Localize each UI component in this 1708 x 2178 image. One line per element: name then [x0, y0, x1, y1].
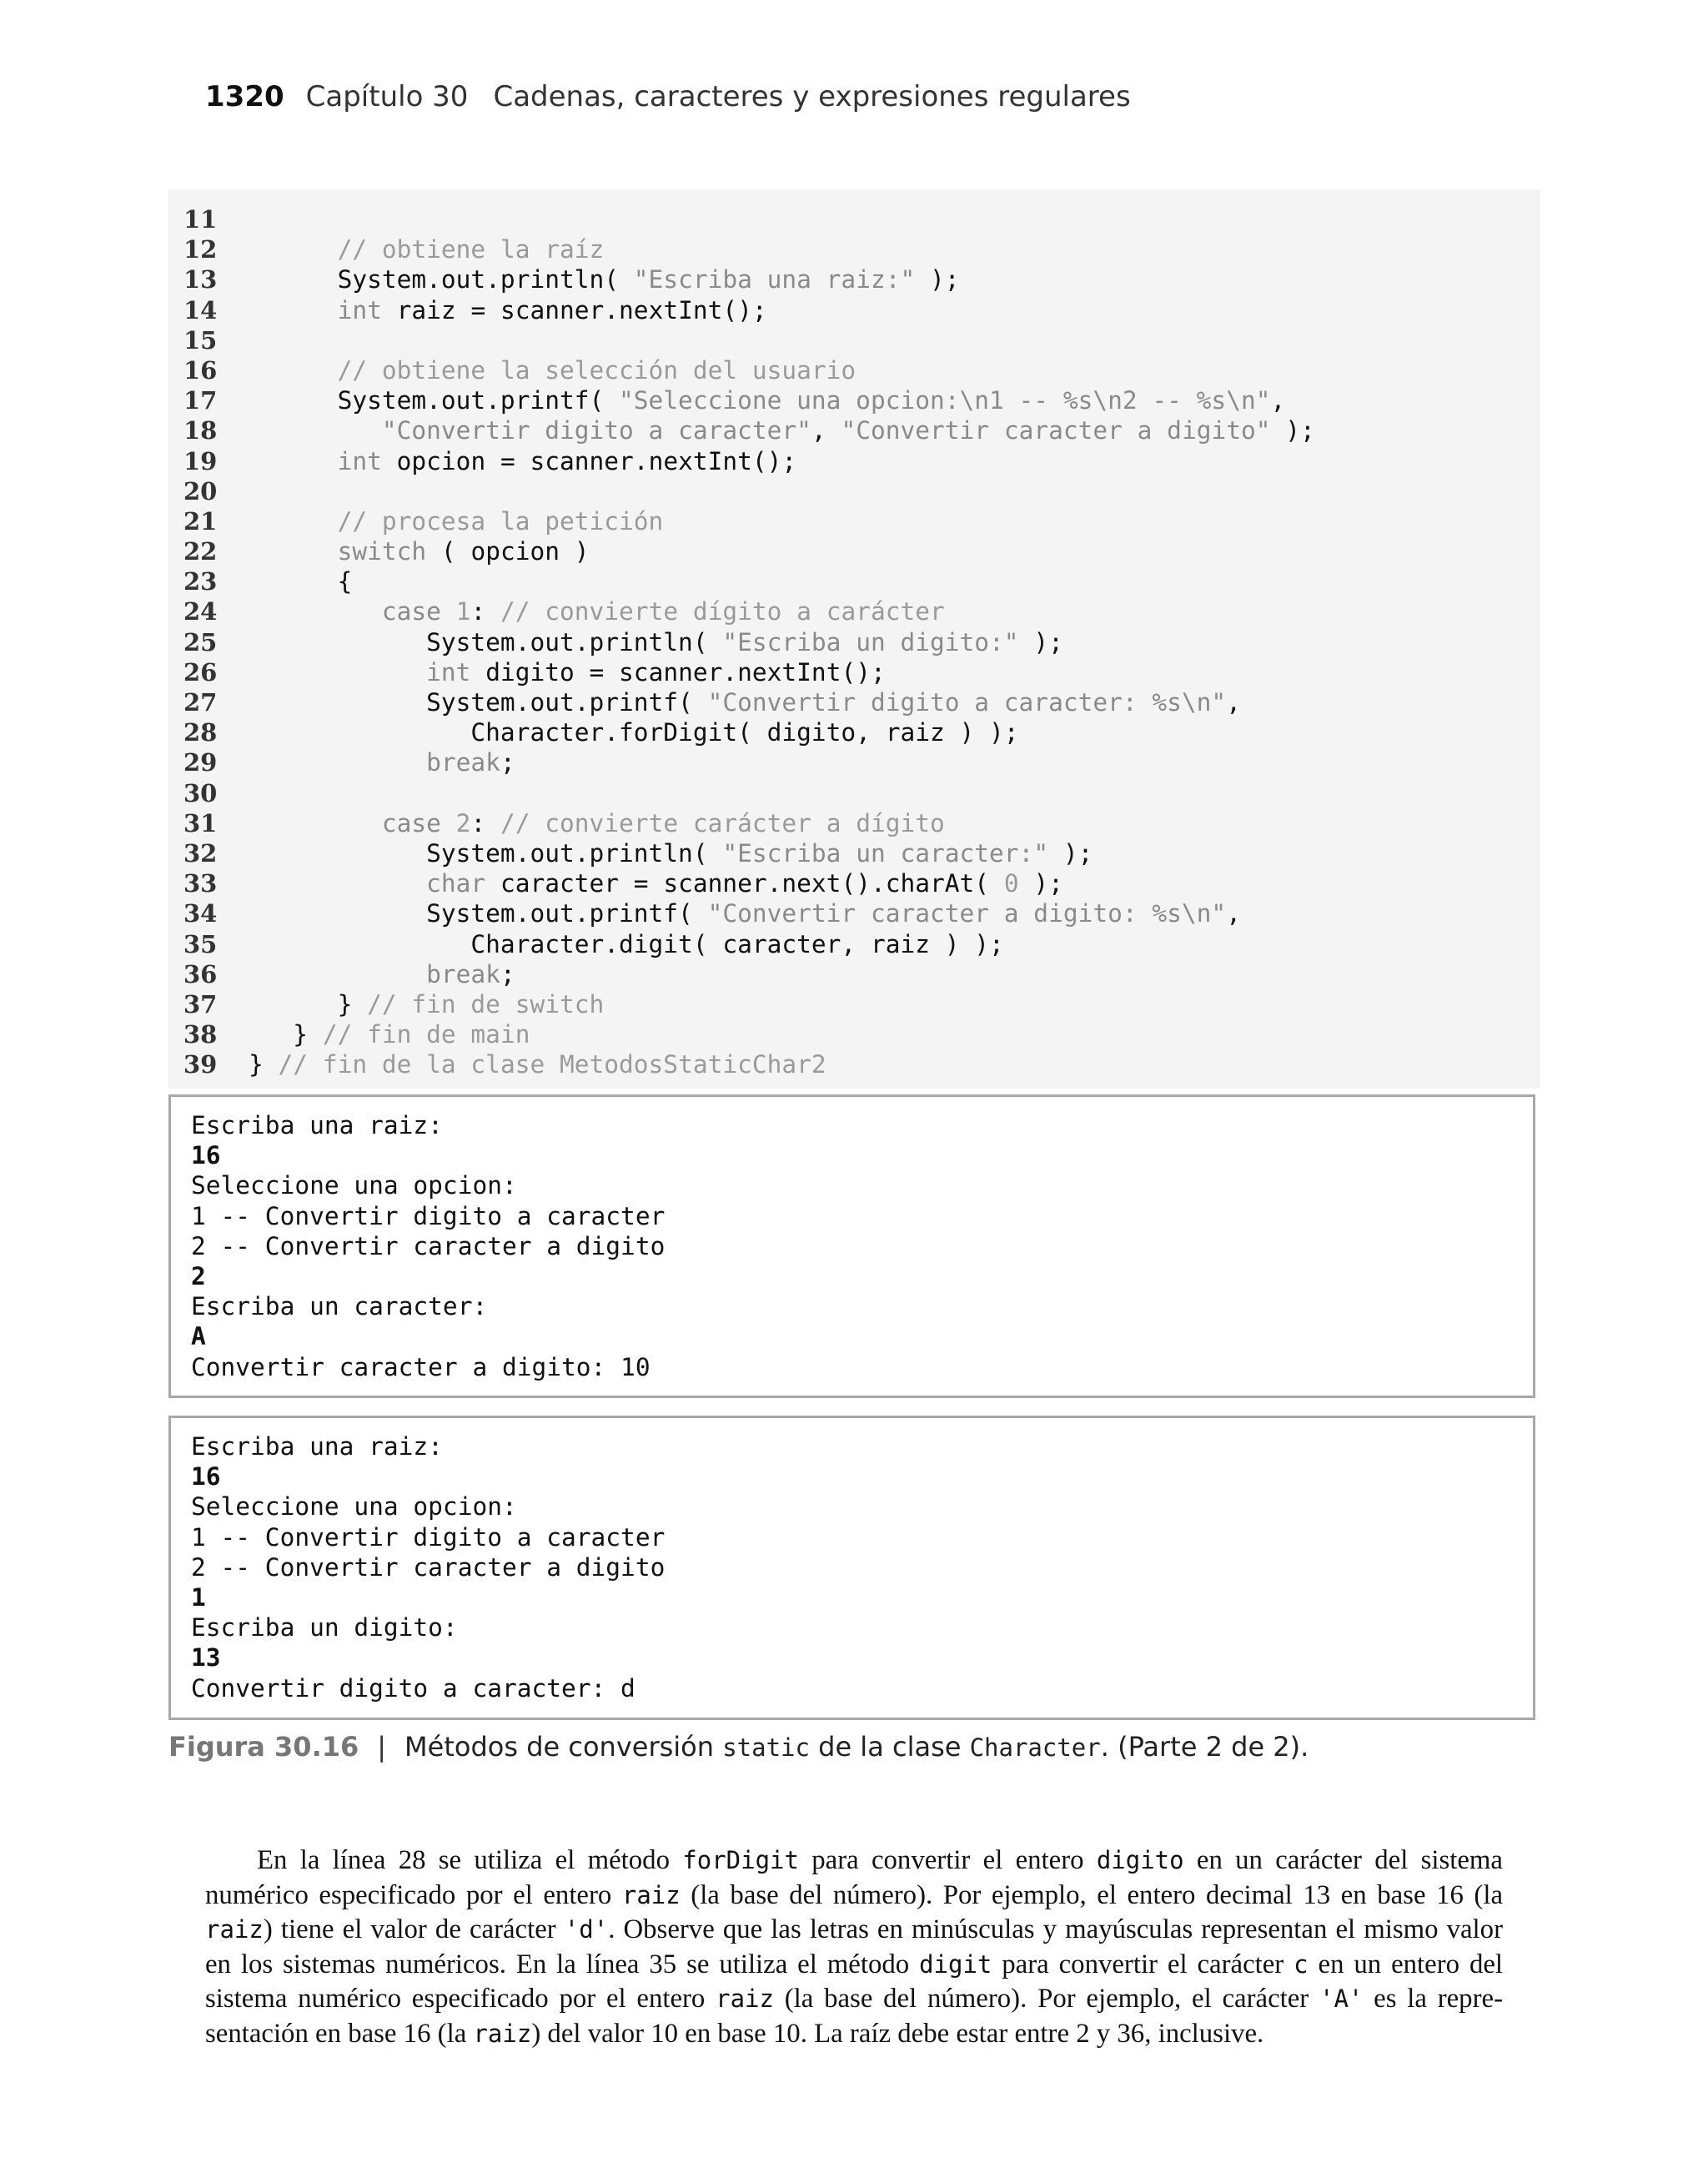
code-text: [249, 446, 796, 476]
code-plain: ,: [1270, 386, 1286, 415]
chapter-label: Capítulo 30: [305, 80, 469, 113]
page-number: 1320: [205, 80, 284, 113]
code-plain: System.out.printf(: [249, 899, 708, 928]
line-number: 15: [183, 325, 218, 355]
line-number: 22: [183, 537, 218, 566]
paragraph-text: en un entero del: [1308, 1949, 1504, 1979]
running-header: [205, 80, 1131, 113]
code-text: [249, 415, 1315, 445]
code-plain: [249, 507, 338, 536]
code-kw: case: [381, 808, 441, 837]
code-plain: ;: [500, 748, 515, 777]
code-text: [249, 627, 1063, 657]
line-number: 34: [183, 899, 218, 928]
code-plain: [249, 869, 426, 898]
line-number: 11: [183, 205, 218, 234]
user-input-line: 16: [191, 1141, 221, 1170]
line-number: 28: [183, 718, 218, 747]
line-number: 37: [183, 989, 218, 1019]
code-plain: [441, 597, 456, 626]
paragraph-text: ) del valor 10 en base 10. La raíz debe estar entre 2 y 36, inclusive.: [531, 2018, 1264, 2049]
paragraph-line: [205, 1879, 1503, 1914]
line-number: 32: [183, 838, 218, 868]
code-kw: break: [426, 748, 500, 777]
paragraph-text: . Observe que las letras en minúsculas y mayúsculas representan el mismo valor: [608, 1914, 1503, 1944]
code-plain: System.out.printf(: [249, 688, 708, 717]
line-number: 13: [183, 265, 218, 294]
code-plain: [249, 537, 338, 566]
line-number: 35: [183, 929, 218, 958]
line-number: 21: [183, 506, 218, 536]
code-plain: :: [470, 808, 500, 837]
figure-caption: [168, 1731, 1309, 1763]
program-output-2: [168, 1416, 1535, 1720]
code-cmt: // fin de switch: [367, 989, 605, 1019]
code-cmt: // fin de main: [322, 1020, 530, 1049]
line-number: 23: [183, 567, 218, 596]
paragraph-line: [205, 1948, 1503, 1983]
code-plain: [441, 809, 456, 837]
paragraph-text: (la base del número). Por ejemplo, el entero decimal 13 en base 16 (la: [680, 1879, 1504, 1910]
code-plain: ;: [500, 959, 515, 988]
code-plain: ,: [811, 416, 841, 445]
paragraph-text: sistema numérico especificado por el entero: [205, 1984, 716, 2014]
output-line: Escriba un digito:: [191, 1613, 458, 1642]
code-plain: );: [1018, 869, 1063, 898]
code-plain: opcion = scanner.nextInt();: [381, 446, 797, 475]
code-kw: int: [337, 295, 382, 324]
code-plain: }: [249, 989, 368, 1019]
code-str: "Escriba una raiz:": [633, 265, 916, 294]
paragraph-text: En la línea 28 se utiliza el método: [257, 1845, 683, 1875]
line-number: 24: [183, 597, 218, 626]
paragraph-line: [205, 2017, 1503, 2052]
code-plain: raiz = scanner.nextInt();: [381, 295, 767, 324]
code-plain: [249, 597, 382, 626]
code-text: [249, 1019, 530, 1049]
code-text: [249, 747, 515, 777]
code-kw: char: [426, 869, 486, 898]
inline-code: raiz: [716, 1984, 774, 2013]
code-str: "Convertir caracter a digito": [841, 416, 1271, 445]
code-plain: System.out.println(: [249, 838, 723, 868]
code-text: [249, 1049, 826, 1079]
code-cmt: // convierte carácter a dígito: [500, 808, 945, 837]
code-str: "Seleccione una opcion:\n1 -- %s\n2 -- %s\n": [619, 386, 1271, 415]
output-line: 2 -- Convertir caracter a digito: [191, 1231, 666, 1260]
line-number: 14: [183, 295, 218, 324]
code-text: [249, 295, 767, 325]
code-text: [249, 355, 856, 385]
code-plain: );: [1048, 838, 1093, 868]
code-text: [249, 264, 960, 294]
code-plain: Character.digit( caracter, raiz ) );: [249, 929, 1004, 958]
output-line: Escriba un caracter:: [191, 1292, 488, 1321]
code-plain: }: [249, 1020, 323, 1049]
user-input-line: 13: [191, 1643, 221, 1672]
code-text: [249, 536, 590, 566]
code-plain: [249, 748, 426, 777]
output-line: Escriba una raiz:: [191, 1111, 443, 1139]
output-lines: [191, 1431, 665, 1703]
body-paragraph: [205, 1844, 1503, 2051]
code-plain: [249, 447, 338, 475]
code-plain: {: [249, 567, 353, 596]
code-plain: :: [470, 597, 500, 626]
code-num: 0: [1003, 869, 1019, 898]
line-number: 29: [183, 748, 218, 777]
paragraph-text: para convertir el entero: [798, 1845, 1097, 1875]
code-str: "Escriba un digito:": [722, 627, 1019, 656]
code-listing: [168, 189, 1540, 1089]
code-str: "Convertir digito a caracter: %s\n": [707, 688, 1227, 717]
output-line: Seleccione una opcion:: [191, 1171, 517, 1200]
chapter-title: Cadenas, caracteres y expresiones regulares: [493, 80, 1131, 113]
code-plain: );: [915, 265, 960, 294]
code-text: [249, 868, 1063, 898]
line-number: 33: [183, 869, 218, 898]
inline-code: digito: [1096, 1846, 1184, 1874]
caption-text-b: de la clase: [809, 1731, 970, 1763]
code-kw: switch: [337, 537, 427, 566]
code-plain: ( opcion ): [426, 537, 590, 566]
code-text: [249, 566, 352, 596]
code-text: [249, 898, 1241, 928]
code-str: "Convertir caracter a digito: %s\n": [707, 899, 1227, 928]
line-number: 17: [183, 386, 218, 415]
output-lines: [191, 1110, 665, 1382]
line-number: 25: [183, 627, 218, 656]
output-line: Convertir digito a caracter: d: [191, 1673, 635, 1703]
code-kw: int: [337, 446, 382, 475]
inline-code: 'd': [564, 1915, 609, 1944]
code-text: [249, 596, 945, 626]
code-plain: [249, 658, 426, 687]
code-plain: System.out.println(: [249, 627, 723, 656]
paragraph-line: [205, 1913, 1503, 1948]
output-line: Convertir caracter a digito: 10: [191, 1352, 651, 1381]
code-num: 2: [455, 808, 471, 837]
code-plain: caracter = scanner.next().charAt(: [485, 869, 1004, 898]
output-line: Escriba una raiz:: [191, 1432, 443, 1461]
user-input-line: A: [191, 1322, 206, 1351]
paragraph-text: ) tiene el valor de carácter: [263, 1914, 565, 1944]
code-text: [249, 808, 945, 838]
code-cmt: // fin de la clase MetodosStaticChar2: [278, 1050, 826, 1079]
paragraph-line: [205, 1844, 1503, 1879]
inline-code: 'A': [1319, 1984, 1364, 2013]
code-cmt: // procesa la petición: [337, 506, 664, 536]
code-text: [249, 657, 886, 687]
code-cmt: // obtiene la raíz: [337, 235, 605, 264]
paragraph-text: es la repre-: [1363, 1984, 1503, 2014]
line-number: 30: [183, 778, 218, 807]
line-number: 31: [183, 808, 218, 837]
code-plain: ,: [1226, 688, 1241, 717]
inline-code: raiz: [205, 1915, 264, 1944]
code-cmt: // convierte dígito a carácter: [500, 597, 945, 626]
code-text: [249, 717, 1019, 747]
code-plain: System.out.println(: [249, 265, 634, 294]
code-text: [249, 234, 604, 264]
caption-text-a: Métodos de conversión: [404, 1731, 723, 1763]
code-text: [249, 385, 1285, 415]
code-plain: digito = scanner.nextInt();: [470, 657, 886, 687]
inline-code: forDigit: [682, 1846, 799, 1874]
code-plain: [249, 960, 426, 988]
inline-code: raiz: [621, 1880, 681, 1909]
inline-code: digit: [919, 1949, 992, 1979]
line-number: 38: [183, 1020, 218, 1049]
paragraph-text: para convertir el carácter: [992, 1949, 1294, 1979]
code-text: [249, 687, 1241, 717]
line-number: 20: [183, 476, 218, 506]
program-output-1: [168, 1094, 1535, 1398]
code-plain: [249, 416, 382, 445]
code-plain: [249, 296, 338, 324]
code-plain: ,: [1226, 899, 1241, 928]
code-text: [249, 929, 1004, 959]
inline-code: raiz: [473, 2019, 532, 2048]
paragraph-text: numérico especificado por el entero: [205, 1879, 622, 1910]
line-number: 19: [183, 446, 218, 475]
paragraph-text: (la base del número). Por ejemplo, el carácter: [773, 1984, 1319, 2014]
code-num: 1: [455, 597, 471, 626]
paragraph-line: [205, 1982, 1503, 2017]
user-input-line: 1: [191, 1582, 206, 1612]
code-kw: case: [381, 597, 441, 626]
code-cmt: // obtiene la selección del usuario: [337, 355, 857, 385]
code-plain: [249, 356, 338, 385]
line-number: 27: [183, 688, 218, 717]
figure-label: Figura 30.16: [168, 1731, 359, 1763]
paragraph-text: en un carácter del sistema: [1183, 1845, 1503, 1875]
line-number: 36: [183, 959, 218, 988]
code-plain: }: [249, 1050, 279, 1079]
caption-separator: |: [377, 1731, 387, 1763]
code-plain: [249, 809, 382, 837]
code-plain: System.out.printf(: [249, 386, 620, 415]
caption-code-b: Character: [969, 1733, 1101, 1762]
line-number: 12: [183, 235, 218, 264]
paragraph-text: sentación en base 16 (la: [205, 2018, 474, 2049]
output-line: 1 -- Convertir digito a caracter: [191, 1201, 666, 1230]
code-str: "Escriba un caracter:": [722, 838, 1049, 868]
line-number: 39: [183, 1050, 218, 1079]
code-text: [249, 838, 1093, 868]
code-str: "Convertir digito a caracter": [381, 416, 811, 445]
paragraph-text: en los sistemas numéricos. En la línea 35 se utiliza el método: [205, 1949, 920, 1979]
code-text: [249, 989, 604, 1019]
code-text: [249, 959, 515, 989]
line-number: 26: [183, 657, 218, 687]
inline-code: c: [1294, 1949, 1309, 1979]
code-text: [249, 506, 663, 536]
output-line: 1 -- Convertir digito a caracter: [191, 1522, 666, 1552]
user-input-line: 2: [191, 1261, 206, 1290]
code-plain: [249, 235, 338, 264]
line-number: 18: [183, 416, 218, 445]
code-kw: break: [426, 959, 500, 988]
code-plain: );: [1018, 627, 1063, 656]
line-number: 16: [183, 355, 218, 385]
output-line: 2 -- Convertir caracter a digito: [191, 1552, 666, 1582]
caption-text-c: . (Parte 2 de 2).: [1100, 1731, 1309, 1763]
code-plain: Character.forDigit( digito, raiz ) );: [249, 718, 1019, 747]
user-input-line: 16: [191, 1462, 221, 1491]
code-kw: int: [426, 657, 471, 687]
caption-code-a: static: [722, 1733, 810, 1762]
code-plain: );: [1270, 416, 1315, 445]
output-line: Seleccione una opcion:: [191, 1492, 517, 1522]
